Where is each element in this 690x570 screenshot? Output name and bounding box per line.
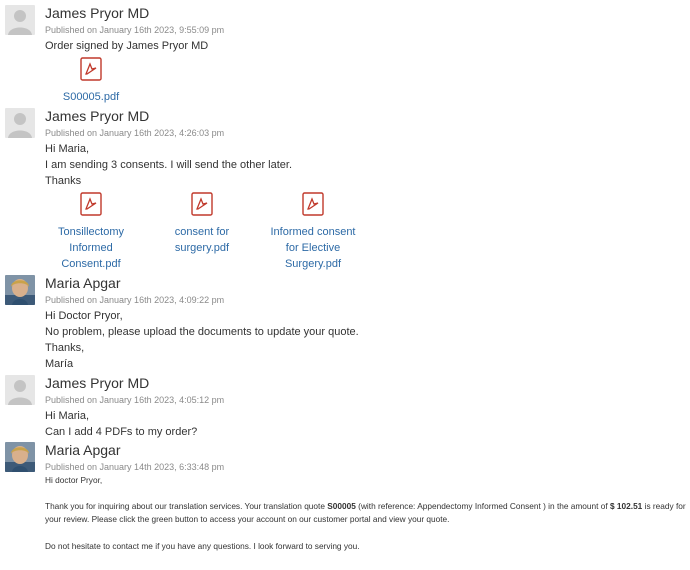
message-timestamp: Published on January 16th 2023, 4:26:03 pm: [45, 128, 225, 138]
quote-id: S00005: [327, 501, 356, 511]
message-text: Can I add 4 PDFs to my order?: [45, 426, 198, 438]
attachment-filename[interactable]: consent for surgery.pdf: [174, 226, 230, 254]
default-avatar: [5, 375, 35, 405]
message-author: James Pryor MD: [45, 5, 150, 21]
attachment-filename[interactable]: Tonsillectomy Informed Consent.pdf: [57, 226, 125, 270]
pdf-file-icon: [80, 57, 102, 81]
attachment-elective-surgery[interactable]: [263, 192, 363, 272]
message-text: Thanks: [45, 175, 82, 187]
default-avatar: [5, 5, 35, 35]
attachment-consent-for-surgery[interactable]: [152, 192, 252, 256]
message-text: No problem, please upload the documents to update your quote.: [45, 326, 359, 338]
message-greeting: Hi doctor Pryor,: [45, 475, 103, 485]
message-paragraph: Do not hesitate to contact me if you have any questions. I look forward to serving you.: [45, 541, 360, 551]
message-timestamp: Published on January 16th 2023, 4:05:12 pm: [45, 395, 225, 405]
message-paragraph: [45, 500, 686, 526]
quote-amount: $ 102.51: [610, 501, 643, 511]
paragraph-text: (with reference: Appendectomy Informed Consent ) in the amount of: [355, 501, 610, 511]
paragraph-text: Thank you for inquiring about our translation services. Your translation quote: [45, 501, 328, 511]
paragraph-text: is ready for your review. Please click the green button to access your account on our customer portal and view your quote.: [45, 501, 686, 524]
message-author: Maria Apgar: [45, 275, 121, 291]
message-author: Maria Apgar: [45, 442, 121, 458]
message-text: I am sending 3 consents. I will send the other later.: [45, 159, 293, 171]
attachment-s00005[interactable]: [41, 57, 141, 105]
message-text: Order signed by James Pryor MD: [45, 40, 209, 52]
attachment-tonsillectomy[interactable]: [41, 192, 141, 272]
attachment-filename[interactable]: S00005.pdf: [62, 91, 120, 103]
message-author: James Pryor MD: [45, 375, 150, 391]
default-avatar: [5, 108, 35, 138]
message-text: Hi Maria,: [45, 410, 90, 422]
pdf-file-icon: [80, 192, 102, 216]
message-timestamp: Published on January 16th 2023, 4:09:22 pm: [45, 295, 225, 305]
user-avatar-photo: [5, 442, 35, 472]
pdf-file-icon: [302, 192, 324, 216]
user-avatar-photo: [5, 275, 35, 305]
pdf-file-icon: [191, 192, 213, 216]
message-text: María: [45, 358, 74, 370]
message-timestamp: Published on January 14th 2023, 6:33:48 pm: [45, 462, 225, 472]
message-text: Hi Maria,: [45, 143, 90, 155]
message-text: Hi Doctor Pryor,: [45, 310, 123, 322]
message-text: Thanks,: [45, 342, 85, 354]
attachment-filename[interactable]: Informed consent for Elective Surgery.pdf: [270, 226, 356, 270]
message-author: James Pryor MD: [45, 108, 150, 124]
message-timestamp: Published on January 16th 2023, 9:55:09 pm: [45, 25, 225, 35]
